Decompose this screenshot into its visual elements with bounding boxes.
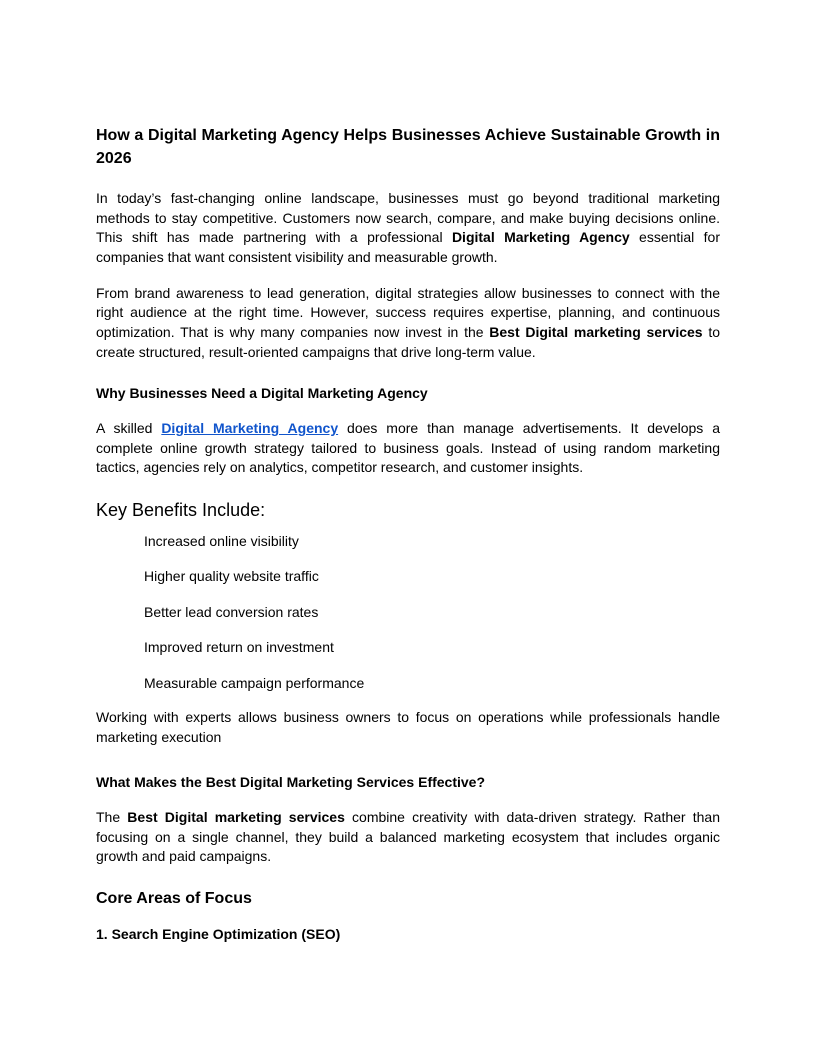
effective-text-end: combine creativity with data-driven strategy. Rather than focusing on a single channel, they build a balanced marketing ecosystem that includes organic growth and paid campaigns.	[96, 809, 720, 865]
why-heading: Why Businesses Need a Digital Marketing Agency	[96, 385, 428, 402]
seo-heading: 1. Search Engine Optimization (SEO)	[96, 926, 341, 942]
effective-heading: What Makes the Best Digital Marketing Services Effective?	[96, 774, 486, 791]
effective-paragraph	[96, 808, 720, 867]
core-areas-heading: Core Areas of Focus	[96, 890, 252, 907]
effective-text-start: The	[96, 809, 128, 826]
document-page	[96, 124, 720, 944]
intro-paragraph-2	[96, 284, 720, 362]
intro-p2-text-start: From brand awareness to lead generation, digital strategies allow businesses to connect with the right audience at the right time. However, success requires expertise, planning, and continuous optimization. That is why many companies now invest in the	[96, 284, 720, 341]
benefits-list	[96, 532, 720, 710]
effective-bold: Best Digital marketing services	[127, 809, 345, 826]
list-item: Better lead conversion rates	[144, 603, 319, 620]
benefits-heading: Key Benefits Include:	[96, 500, 266, 521]
document-title: How a Digital Marketing Agency Helps Businesses Achieve Sustainable Growth in 2026	[96, 127, 720, 167]
list-item: Higher quality website traffic	[144, 568, 319, 585]
intro-p2-text-end: to create structured, result-oriented campaigns that drive long-term value.	[96, 324, 720, 360]
intro-p1-bold: Digital Marketing Agency	[451, 229, 630, 246]
digital-marketing-agency-link[interactable]: Digital Marketing Agency	[161, 420, 339, 437]
why-text-end: does more than manage advertisements. It develops a complete online growth strategy tailored to business goals. Instead of using random marketing tactics, agencies rely on analytics, competitor research, and customer insights.	[96, 420, 720, 476]
why-text-start: A skilled	[96, 420, 162, 437]
intro-p2-bold: Best Digital marketing services	[489, 324, 703, 341]
why-paragraph	[96, 419, 720, 478]
intro-paragraph-1	[96, 189, 720, 267]
list-item: Improved return on investment	[144, 639, 334, 656]
list-item: Increased online visibility	[144, 532, 299, 549]
list-item: Measurable campaign performance	[144, 674, 365, 691]
intro-p1-text-start: In today’s fast-changing online landscape, businesses must go beyond traditional marketing methods to stay competitive. Customers now search, compare, and make buying decisions online. This shift has made partnering with a professional	[96, 190, 720, 246]
intro-p1-text-end: essential for companies that want consistent visibility and measurable growth.	[96, 229, 720, 265]
benefits-closing-paragraph: Working with experts allows business owners to focus on operations while professionals handle marketing execution	[96, 709, 720, 745]
